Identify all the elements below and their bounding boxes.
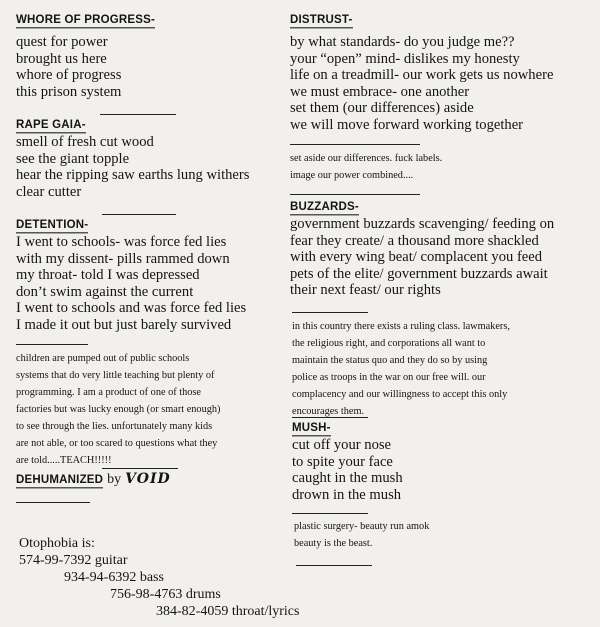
divider: [102, 214, 176, 215]
note-line: to see through the lies. unfortunately many kids: [16, 421, 213, 432]
lyric-line: your “open” mind- dislikes my honesty: [290, 50, 520, 67]
note-line: systems that do very little teaching but plenty of: [16, 370, 215, 381]
heading-whore-of-progress: WHORE OF PROGRESS-: [16, 14, 155, 29]
note-detention: [16, 350, 288, 469]
lyric-line: pets of the elite/ government buzzards await: [290, 265, 548, 282]
lyric-line: set them (our differences) aside: [290, 100, 474, 117]
lyrics-whore-of-progress: [16, 34, 121, 100]
note-line: complacency and our willingness to accept this only: [292, 389, 508, 400]
lyric-line: with every wing beat/ complacent you feed: [290, 249, 543, 266]
lyric-line: quest for power: [16, 34, 108, 50]
note-line: the religious right, and corporations all want to: [292, 338, 486, 349]
lyric-line: caught in the mush: [292, 470, 403, 487]
lyrics-buzzards: [290, 216, 554, 299]
divider: [16, 344, 88, 345]
lyric-line: don’t swim against the current: [16, 283, 194, 300]
lyric-line: fear they create/ a thousand more shackled: [290, 232, 539, 249]
lyric-line: whore of progress: [16, 67, 122, 84]
divider: [102, 468, 178, 469]
note-mush: [294, 518, 594, 552]
heading-distrust: DISTRUST-: [290, 14, 353, 29]
divider: [296, 565, 372, 566]
note-line: plastic surgery- beauty run amok: [294, 521, 430, 532]
lyric-line: life on a treadmill- our work gets us nowhere: [290, 67, 554, 84]
lyric-line: their next feast/ our rights: [290, 282, 441, 299]
lyrics-mush: [292, 437, 403, 503]
contact-guitar: 574-99-7392 guitar: [19, 553, 128, 568]
note-line: encourages them.: [292, 406, 365, 417]
lyric-line: by what standards- do you judge me??: [290, 34, 515, 50]
note-buzzards: [292, 318, 592, 420]
band-void-logo: VOID: [125, 471, 171, 487]
lyric-line: this prison system: [16, 83, 122, 100]
note-line: programming. I am a product of one of those: [16, 387, 202, 398]
heading-mush: MUSH-: [292, 422, 331, 437]
lyrics-rape-gaia: [16, 134, 249, 200]
heading-dehumanized: DEHUMANIZED: [16, 474, 103, 489]
lyric-line: to spite your face: [292, 453, 393, 470]
contact-throat-lyrics: 384-82-4059 throat/lyrics: [156, 604, 300, 619]
divider: [16, 502, 90, 503]
divider: [292, 417, 368, 418]
heading-buzzards: BUZZARDS-: [290, 201, 359, 216]
lyric-line: government buzzards scavenging/ feeding on: [290, 216, 555, 232]
note-line: in this country there exists a ruling class. lawmakers,: [292, 321, 510, 332]
lyric-line: my throat- told I was depressed: [16, 267, 200, 284]
note-line: police as troops in the war on our free will. our: [292, 372, 486, 383]
divider: [292, 312, 368, 313]
contact-drums: 756-98-4763 drums: [110, 587, 221, 602]
divider: [290, 144, 420, 145]
note-line: image our power combined....: [290, 170, 414, 181]
note-line: factories but was lucky enough (or smart enough): [16, 404, 221, 415]
note-line: beauty is the beast.: [294, 538, 373, 549]
note-line: are told.....TEACH!!!!!: [16, 455, 112, 466]
lyric-line: with my dissent- pills rammed down: [16, 250, 230, 267]
lyric-line: clear cutter: [16, 183, 82, 200]
lyric-line: we will move forward working together: [290, 116, 524, 133]
divider: [290, 194, 420, 195]
lyric-line: we must embrace- one another: [290, 83, 470, 100]
note-line: maintain the status quo and they do so by using: [292, 355, 488, 366]
divider: [100, 114, 176, 115]
credit-by: by: [107, 472, 122, 487]
note-line: children are pumped out of public schools: [16, 353, 190, 364]
lyric-line: I made it out but just barely survived: [16, 316, 232, 333]
divider: [292, 513, 368, 514]
note-distrust: [290, 150, 590, 184]
note-line: set aside our differences. fuck labels.: [290, 153, 443, 164]
lyric-line: drown in the mush: [292, 486, 402, 503]
lyric-line: hear the ripping saw earths lung withers: [16, 167, 250, 184]
lyric-line: I went to schools and was force fed lies: [16, 300, 247, 317]
lyrics-distrust: [290, 34, 553, 134]
lyric-line: brought us here: [16, 50, 107, 67]
lyrics-detention: [16, 234, 246, 334]
contact-label: Otophobia is:: [19, 536, 95, 551]
heading-rape-gaia: RAPE GAIA-: [16, 119, 86, 134]
heading-detention: DETENTION-: [16, 219, 88, 234]
lyric-line: cut off your nose: [292, 437, 392, 453]
lyric-line: smell of fresh cut wood: [16, 134, 154, 150]
lyric-line: see the giant topple: [16, 150, 130, 167]
credit-dehumanized: [16, 470, 171, 488]
lyric-line: I went to schools- was force fed lies: [16, 234, 227, 250]
contact-bass: 934-94-6392 bass: [64, 570, 164, 585]
note-line: are not able, or too scared to questions what they: [16, 438, 218, 449]
